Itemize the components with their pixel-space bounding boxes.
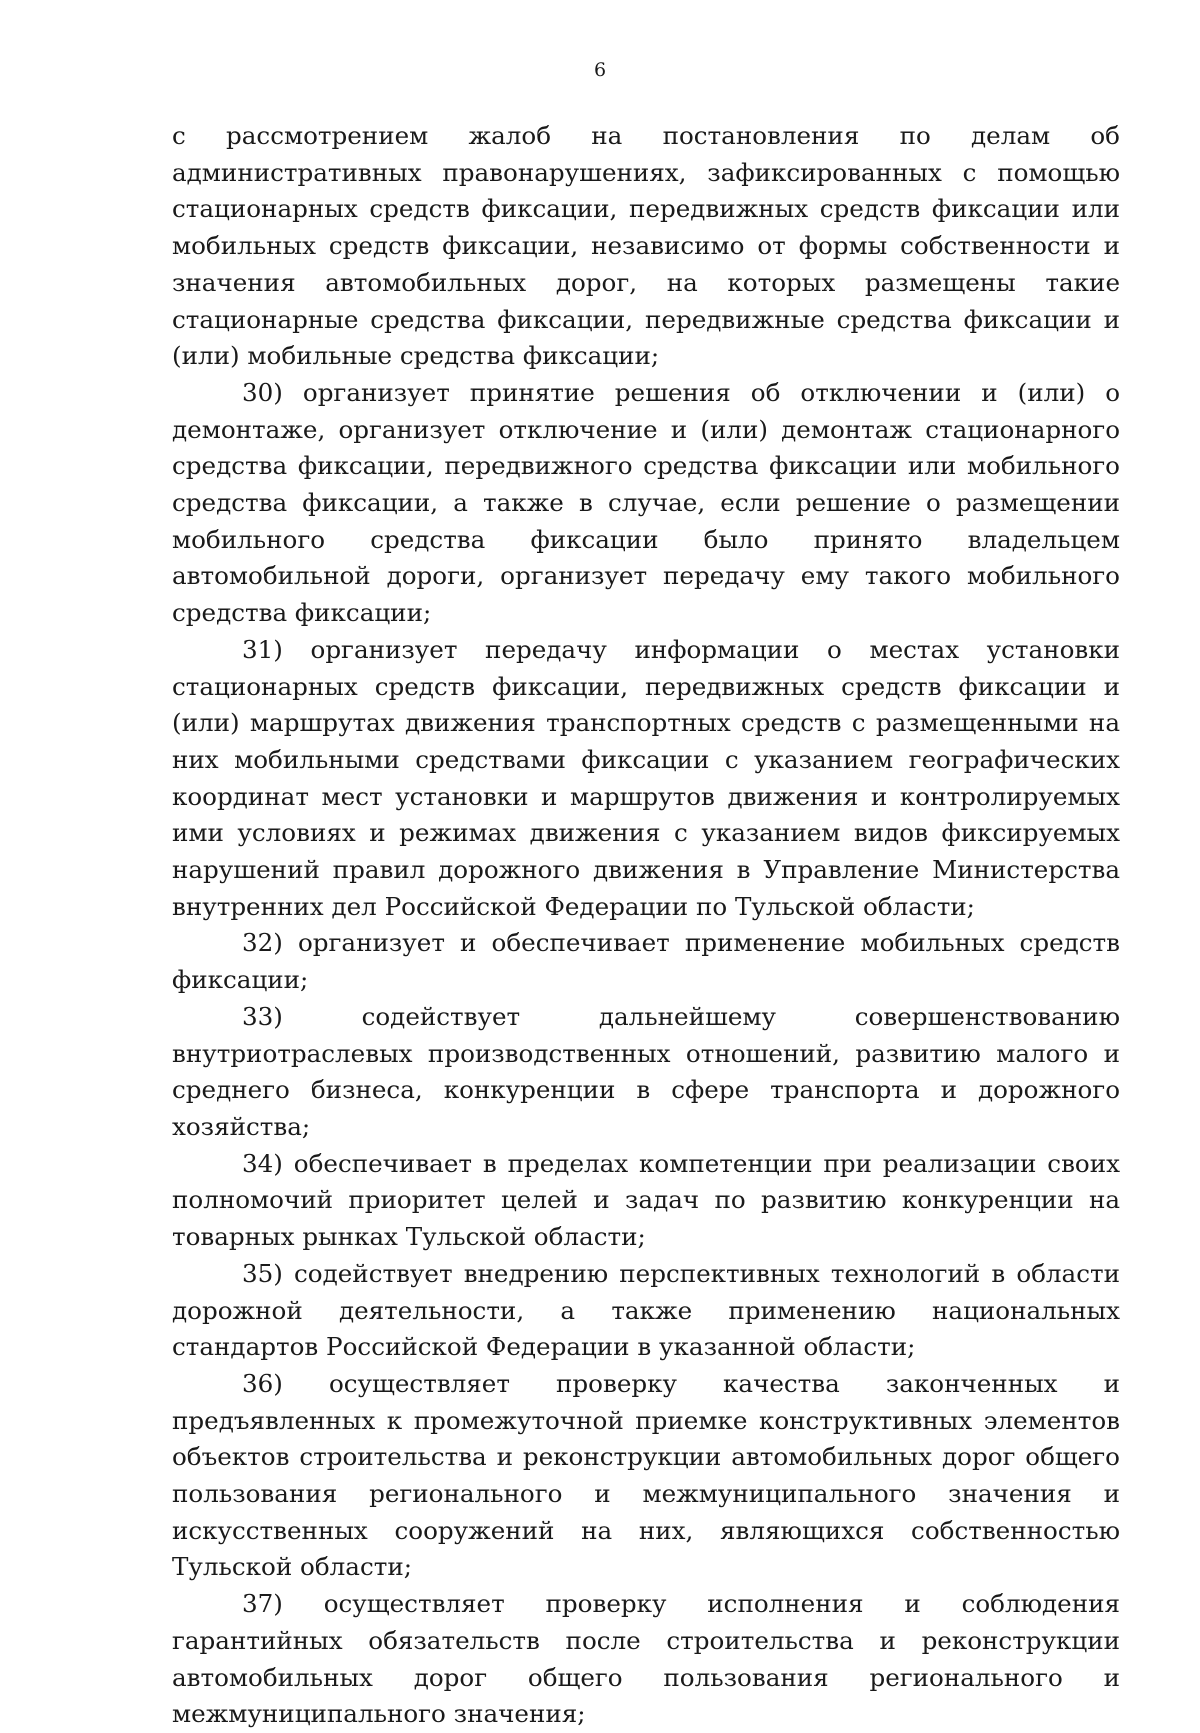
- paragraph-item-30: 30) организует принятие решения об отключении и (или) о демонтаже, организует отключение и (или) демонтаж стационарного средства фиксации, передвижного средства фиксации или мобильного средства фиксации, а также в случае, если решение о размещении мобильного средства фиксации было принято владельцем автомобильной дороги, организует передачу ему такого мобильного средства фиксации;: [172, 377, 1120, 628]
- paragraph-continuation: с рассмотрением жалоб на постановления по делам об административных правонарушениях, зафиксированных с помощью стационарных средств фиксации, передвижных средств фиксации или мобильных средств фиксации, независимо от формы собственности и значения автомобильных дорог, на которых размещены такие стационарные средства фиксации, передвижные средства фиксации и (или) мобильные средства фиксации;: [172, 121, 1120, 371]
- paragraph-item-35: 35) содействует внедрению перспективных технологий в области дорожной деятельности, а также применению национальных стандартов Российской Федерации в указанной области;: [172, 1258, 1120, 1362]
- paragraph-item-34: 34) обеспечивает в пределах компетенции при реализации своих полномочий приоритет целей и задач по развитию конкуренции на товарных рынках Тульской области;: [172, 1148, 1120, 1252]
- paragraph-item-32: 32) организует и обеспечивает применение мобильных средств фиксации;: [172, 928, 1120, 995]
- paragraph-item-33: 33) содействует дальнейшему совершенствованию внутриотраслевых производственных отношений, развитию малого и среднего бизнеса, конкуренции в сфере транспорта и дорожного хозяйства;: [172, 1001, 1120, 1141]
- paragraph-item-37: 37) осуществляет проверку исполнения и соблюдения гарантийных обязательств после строительства и реконструкции автомобильных дорог общего пользования регионального и межмуниципального значения;: [172, 1589, 1120, 1729]
- page-number: 6: [593, 59, 607, 81]
- paragraph-item-31: 31) организует передачу информации о местах установки стационарных средств фиксации, передвижных средств фиксации и (или) маршрутах движения транспортных средств с размещенными на них мобильными средствами фиксации с указанием географических координат мест установки и маршрутов движения и контролируемых ими условиях и режимах движения с указанием видов фиксируемых нарушений правил дорожного движения в Управление Министерства внутренних дел Российской Федерации по Тульской области;: [172, 634, 1120, 921]
- paragraph-item-36: 36) осуществляет проверку качества законченных и предъявленных к промежуточной приемке конструктивных элементов объектов строительства и реконструкции автомобильных дорог общего пользования регионального и межмуниципального значения и искусственных сооружений на них, являющихся собственностью Тульской области;: [172, 1368, 1120, 1582]
- document-body: [172, 118, 1120, 1733]
